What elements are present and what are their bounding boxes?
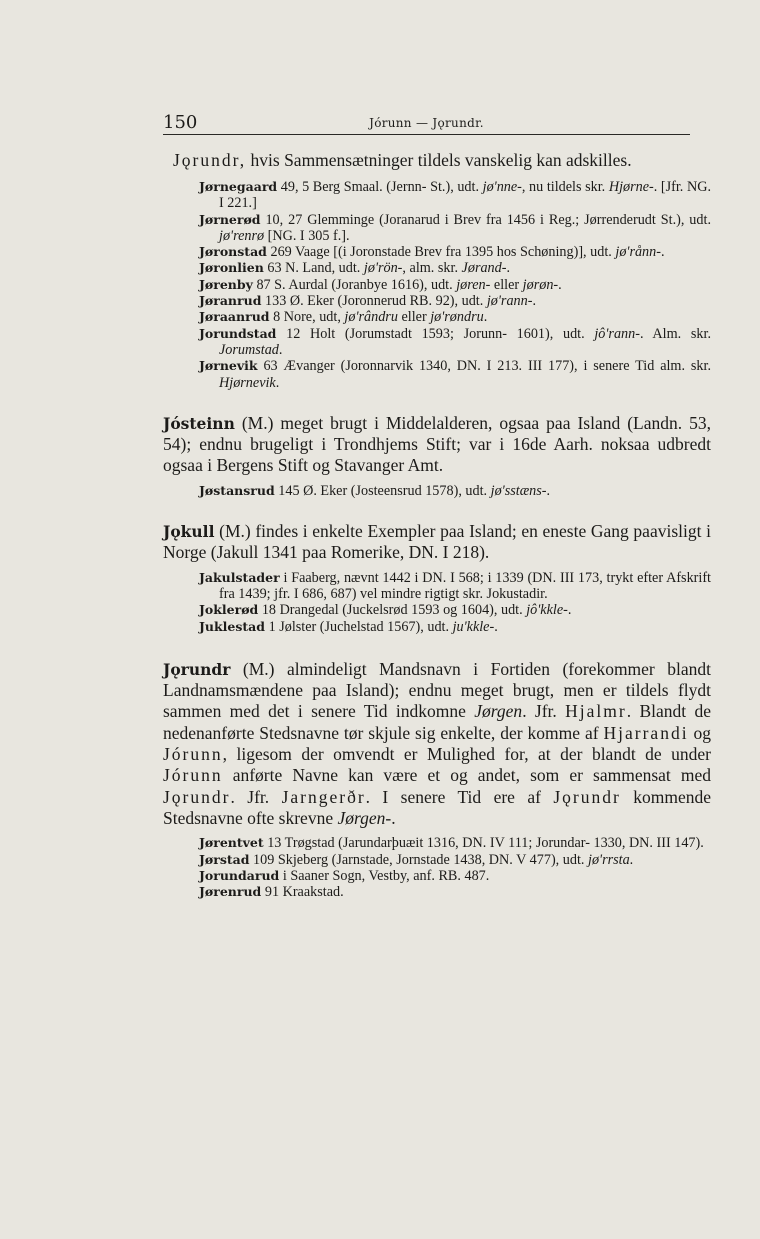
headword-text: (M.) meget brugt i Middelalderen, ogsaa paa Island (Landn. 53, 54); endnu brugeligt i Trondhjems Stift; var i 16de Aarh. noksaa udbredt ogsaa i Bergens Stift og Stavanger Amt.	[163, 412, 711, 476]
entry-text-3: .	[506, 260, 511, 277]
place-entry	[199, 570, 711, 603]
place-entry	[199, 884, 711, 900]
entry-head: Jøraanrud	[199, 309, 270, 325]
text-run: anførte Navne kan være et og andet, som er sammensat med	[222, 765, 711, 786]
headword-paragraph	[163, 413, 711, 477]
place-entry	[199, 277, 711, 293]
entry-pronunciation: jøren-	[456, 276, 491, 293]
entry-head: Jorundstad	[199, 325, 277, 341]
entry-text: 12 Holt (Jorumstadt 1593; Jorunn- 1601), udt.	[276, 325, 595, 342]
entry-text: 1 Jølster (Juchelstad 1567), udt.	[265, 618, 453, 635]
place-entry	[199, 619, 711, 635]
text-run: . Blandt de nedenanførte Stedsnavne tør skjule sig enkelte, der komme af	[163, 701, 712, 743]
entry-head: Jørnerød	[199, 211, 261, 227]
entry-text-2: .	[532, 293, 537, 310]
page-number: 150	[163, 112, 198, 133]
place-entry	[199, 309, 711, 325]
entry-text-2: . Alm. skr.	[639, 325, 711, 342]
entry-head: Jøronlien	[199, 260, 264, 276]
entry-pronunciation: Hjørnevik	[219, 374, 276, 391]
entry-text: 109 Skjeberg (Jarnstade, Jornstade 1438, DN. V 477), udt.	[249, 851, 588, 868]
entry-text: i Saaner Sogn, Vestby, anf. RB. 487.	[279, 867, 490, 884]
entry-text: 91 Kraakstad.	[261, 884, 344, 901]
entry-head: Jørnevik	[199, 358, 258, 374]
place-entry	[199, 483, 711, 499]
entry-spelling: Hjørne-	[608, 179, 654, 195]
entry-text-2: , nu tildels skr.	[521, 179, 609, 195]
text-run: kommende Stedsnavne ofte skrevne	[163, 786, 712, 828]
entry-text-2: .	[494, 618, 498, 635]
entry-head: Jøstansrud	[199, 482, 275, 498]
intro-name: Jǫrundr,	[173, 150, 247, 170]
entry-text: i Faaberg, nævnt 1442 i DN. I 568; i 1339 (DN. III 173, trykt efter Afskrift fra 1439; jfr. I 686, 687) vel mindre rigtigt skr. Jokustadir.	[219, 569, 711, 602]
entry-spelling: jørøn-	[522, 276, 559, 293]
sub-entries	[163, 483, 711, 499]
entry-text-2: .	[275, 374, 280, 391]
entry-text: 8 Nore, udt,	[269, 309, 345, 326]
jorundr-section	[163, 659, 711, 901]
entry-pronunciation: jø'nne-	[482, 179, 522, 195]
place-entry	[199, 260, 711, 276]
entry-text-2: eller	[397, 309, 431, 326]
entry-text-3: .	[483, 309, 488, 326]
text-run: .	[391, 807, 396, 828]
intro-paragraph	[173, 150, 711, 171]
entry-pronunciation: jô'kkle-	[526, 602, 568, 619]
entry-text-2: [NG. I 305 f.].	[264, 227, 350, 244]
entry-pronunciation: jø'rrsta	[588, 851, 630, 868]
place-entry	[199, 868, 711, 884]
entry-spelling: jø'røndru	[430, 309, 484, 326]
entry-text: 133 Ø. Eker (Joronnerud RB. 92), udt.	[261, 293, 487, 310]
entry-head: Jørentvet	[199, 835, 264, 851]
place-entry	[199, 835, 711, 851]
jokull-section	[163, 521, 711, 635]
spaced-name: Jarngerðr	[281, 786, 366, 807]
entry-text-2: .	[660, 244, 665, 261]
entry-text-2: .	[546, 482, 551, 499]
entry-text: 87 S. Aurdal (Joranbye 1616), udt.	[252, 276, 457, 293]
entry-head: Jørenby	[199, 276, 253, 292]
place-entry	[199, 179, 711, 212]
entry-text: 13 Trøgstad (Jarundarþuæit 1316, DN. IV 111; Jorundar- 1330, DN. III 147).	[263, 835, 704, 852]
entry-head: Juklestad	[199, 618, 266, 634]
entry-text: 10, 27 Glemminge (Joranarud i Brev fra 1456 i Reg.; Jørrenderudt St.), udt.	[260, 211, 711, 228]
sub-entries	[163, 570, 711, 635]
spaced-name: Jórunn	[163, 765, 223, 786]
page-body	[163, 150, 711, 900]
entry-head: Jørnegaard	[199, 179, 278, 194]
entry-text-2: eller	[490, 276, 523, 293]
entry-head: Jørstad	[199, 851, 250, 867]
entry-pronunciation: jø'rândru	[344, 309, 398, 326]
entry-head: Joklerød	[199, 602, 259, 618]
entry-spelling: Jorumstad	[219, 341, 279, 358]
intro-text: hvis Sammensætninger tildels vanskelig kan adskilles.	[250, 150, 632, 170]
entry-text-3: .	[558, 276, 562, 293]
entry-text-2: , alm. skr.	[402, 260, 462, 277]
entry-text-3: . [Jfr. NG. I 221.]	[219, 179, 711, 212]
entry-text-2: .	[567, 602, 572, 619]
spaced-name: Jǫrundr	[553, 786, 621, 807]
entry-head: Jørenrud	[199, 884, 262, 900]
josteinn-section	[163, 413, 711, 499]
italic-run: Jørgen	[474, 701, 523, 722]
text-run: . Jfr.	[230, 786, 282, 807]
entry-text-2: .	[629, 851, 634, 868]
headword-paragraph	[163, 659, 711, 829]
place-entry	[199, 293, 711, 309]
place-entry	[199, 602, 711, 618]
running-head: Jórunn — Jǫrundr.	[369, 116, 484, 130]
headword-paragraph	[163, 521, 711, 564]
headword: Jósteinn	[163, 413, 235, 433]
entry-spelling: Jørand-	[461, 260, 507, 277]
sub-entries	[163, 835, 711, 900]
entry-text: 63 Ævanger (Joronnarvik 1340, DN. I 213. III 177), i senere Tid alm. skr.	[257, 358, 711, 375]
entry-text: 269 Vaage [(i Joronstade Brev fra 1395 hos Schøning)], udt.	[266, 244, 616, 261]
entry-head: Jakulstader	[199, 569, 280, 585]
entry-text: 145 Ø. Eker (Josteensrud 1578), udt.	[274, 482, 491, 499]
text-run: , ligesom der omvendt er Mulighed for, at der blandt de under	[222, 744, 711, 765]
page-header	[163, 106, 690, 134]
text-run: (M.) almindeligt Mandsnavn i Fortiden (forekommer blandt Landnamsmændene paa Island); endnu meget brugt, men er tildels flydt sammen med det i senere Tid indkomne	[163, 658, 711, 722]
headword: Jǫkull	[163, 522, 215, 542]
place-entry	[199, 358, 711, 391]
entry-pronunciation: jø'rön-	[363, 260, 403, 277]
text-run: . I senere Tid ere af	[365, 786, 554, 807]
entry-pronunciation: jø'rann-	[486, 293, 533, 310]
place-entry	[199, 326, 711, 359]
entry-pronunciation: jô'rann-	[594, 325, 640, 342]
spaced-name: Hjarrandi	[603, 722, 689, 743]
entry-text-3: .	[278, 341, 283, 358]
spaced-name: Hjalmr	[565, 701, 627, 722]
entry-text: 18 Drangedal (Juckelsrød 1593 og 1604), udt.	[258, 602, 527, 619]
intro-entries	[163, 179, 711, 391]
entry-text: 49, 5 Berg Smaal. (Jernn- St.), udt.	[277, 179, 483, 195]
entry-pronunciation: jø'renrø	[219, 227, 265, 244]
place-entry	[199, 244, 711, 260]
entry-text: 63 N. Land, udt.	[263, 260, 364, 277]
place-entry	[199, 852, 711, 868]
headword: Jǫrundr	[163, 659, 231, 679]
text-run: og	[688, 722, 712, 743]
headword-text: (M.) findes i enkelte Exempler paa Island; en eneste Gang paavisligt i Norge (Jakull 1341 paa Romerike, DN. I 218).	[163, 521, 711, 563]
italic-run: Jørgen-	[337, 807, 392, 828]
spaced-name: Jǫrundr	[163, 786, 231, 807]
entry-head: Jøronstad	[199, 244, 267, 260]
entry-pronunciation: ju'kkle-	[452, 618, 495, 635]
entry-pronunciation: jø'rånn-	[615, 244, 661, 261]
text-run: . Jfr.	[522, 701, 566, 722]
spaced-name: Jórunn	[163, 744, 223, 765]
entry-pronunciation: jø'sstæns-	[490, 482, 547, 499]
place-entry	[199, 212, 711, 245]
header-rule	[163, 134, 690, 135]
entry-head: Jøranrud	[199, 293, 262, 309]
entry-head: Jorundarud	[199, 867, 280, 883]
